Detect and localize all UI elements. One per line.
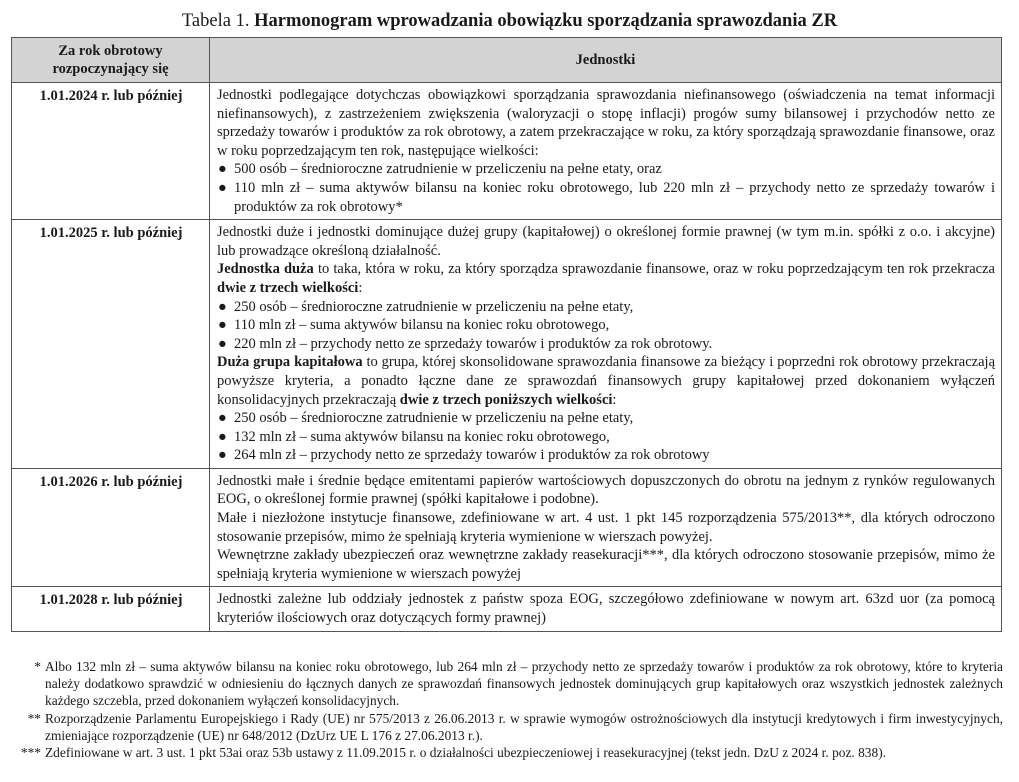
- paragraph-text: to grupa, której skonsolidowane sprawozdania finansowe za bieżący i poprzedni rok obrotowy przekraczają powyższe kryteria, a ponadto łączne dane ze sprawozdań finansowych grupy kapitałowej przed dokonaniem wyłączeń konsolidacyjnych przekraczają: [217, 354, 996, 408]
- footnote-text: Rozporządzenie Parlamentu Europejskiego i Rady (UE) nr 575/2013 z 26.06.2013 r. w sprawie wymogów ostrożnościowych dla instytucji kredytowych i firm inwestycyjnych, zmieniające rozporządzenie (UE) nr 648/2012 (DzUrz UE L 176 z 27.06.2013 r.).: [45, 710, 1003, 743]
- bullet-icon: ●: [218, 447, 227, 464]
- row-paragraph: Małe i niezłożone instytucje finansowe, zdefiniowane w art. 4 ust. 1 pkt 145 rozporządzenia 575/2013**, dla których odroczono stosowanie przepisów, mimo że spełniają kryteria wymienione w wierszach powyżej.: [217, 510, 995, 545]
- term-large-entity: Jednostka duża: [217, 261, 314, 278]
- list-item-text: 110 mln zł – suma aktywów bilansu na koniec roku obrotowego, lub 220 mln zł – przychody netto ze sprzedaży towarów i produktów za rok obrotowy*: [234, 179, 995, 215]
- emphasis-text: dwie z trzech poniższych wielkości: [399, 391, 613, 408]
- row-paragraph: Jednostki małe i średnie będące emitentami papierów wartościowych dopuszczonych do obrotu na jednym z rynków regulowanych EOG, o określonej formie prawnej (spółki kapitałowe i podobne).: [217, 472, 995, 508]
- caption-title: Harmonogram wprowadzania obowiązku sporządzania sprawozdania ZR: [254, 11, 838, 31]
- caption-prefix: Tabela 1.: [181, 11, 250, 31]
- list-item: [217, 335, 995, 354]
- list-item-text: 250 osób – średnioroczne zatrudnienie w przeliczeniu na pełne etaty,: [234, 410, 634, 427]
- footnote-text: Zdefiniowane w art. 3 ust. 1 pkt 53ai oraz 53b ustawy z 11.09.2015 r. o działalności ubezpieczeniowej i reasekuracyjnej (tekst jedn. DzU z 2024 r. poz. 838).: [45, 745, 886, 761]
- row-paragraph: Jednostki podlegające dotychczas obowiązkowi sporządzania sprawozdania niefinansowego (oświadczenia na temat informacji niefinansowych), z zastrzeżeniem zwiększenia (waloryzacji o stopę inflacji) progów sumy bilansowej i przychodów netto ze sprzedaży towarów i produktów za rok obrotowy, a zatem przekraczające w roku, za który sporządzają sprawozdanie finansowe, oraz w roku poprzedzającym ten rok, następujące wielkości:: [217, 87, 995, 159]
- list-item: [217, 160, 995, 179]
- row-paragraph: [217, 260, 995, 297]
- table-row: [12, 468, 1002, 587]
- schedule-table: [11, 37, 1002, 632]
- list-item-text: 250 osób – średnioroczne zatrudnienie w przeliczeniu na pełne etaty,: [234, 298, 634, 315]
- table-caption: [0, 10, 1019, 32]
- paragraph-text: :: [358, 279, 363, 296]
- row-year: 1.01.2028 r. lub później: [12, 587, 210, 631]
- row-paragraph: Jednostki duże i jednostki dominujące dużej grupy (kapitałowej) o określonej formie prawnej (w tym m.in. spółki z o.o. i akcyjne) lub prowadzące określoną działalność.: [217, 224, 995, 259]
- row-description: [210, 587, 1002, 631]
- bullet-icon: ●: [218, 410, 227, 427]
- bullet-icon: ●: [218, 298, 227, 315]
- footnote: [11, 744, 1003, 761]
- row-year: 1.01.2026 r. lub później: [12, 468, 210, 587]
- list-item-text: 264 mln zł – przychody netto ze sprzedaży towarów i produktów za rok obrotowy: [234, 447, 710, 464]
- bullet-icon: ●: [218, 335, 227, 352]
- row-description: [210, 220, 1002, 469]
- list-item: [217, 428, 995, 447]
- footnote: [11, 658, 1003, 710]
- header-entities: Jednostki: [210, 38, 1002, 83]
- bullet-icon: ●: [218, 179, 227, 196]
- bullet-icon: ●: [218, 161, 227, 178]
- row-description: [210, 468, 1002, 587]
- list-item-text: 500 osób – średnioroczne zatrudnienie w przeliczeniu na pełne etaty, oraz: [234, 161, 662, 178]
- row-paragraph: Wewnętrzne zakłady ubezpieczeń oraz wewnętrzne zakłady reasekuracji***, dla których odroczono stosowanie przepisów, mimo że spełniają kryteria wymienione w wierszach powyżej: [217, 547, 995, 582]
- emphasis-text: dwie z trzech wielkości: [217, 279, 359, 296]
- footnote-mark: *: [34, 659, 41, 674]
- row-year: 1.01.2024 r. lub później: [12, 83, 210, 220]
- list-item: [217, 316, 995, 335]
- table-row: [12, 83, 1002, 220]
- footnotes: [11, 658, 1003, 761]
- header-year: Za rok obrotowy rozpoczynający się: [12, 38, 210, 83]
- footnote: [11, 710, 1003, 744]
- row-paragraph: Jednostki zależne lub oddziały jednostek z państw spoza EOG, szczegółowo zdefiniowane w nowym art. 63zd uor (za pomocą kryteriów ilościowych oraz dotyczących formy prawnej): [217, 591, 995, 627]
- list-item: [217, 179, 995, 216]
- list-item-text: 110 mln zł – suma aktywów bilansu na koniec roku obrotowego,: [234, 317, 610, 334]
- footnote-mark: ***: [20, 745, 41, 761]
- list-item: [217, 409, 995, 428]
- list-item-text: 132 mln zł – suma aktywów bilansu na koniec roku obrotowego,: [234, 428, 610, 445]
- bullet-icon: ●: [218, 317, 227, 334]
- bullet-icon: ●: [218, 428, 227, 445]
- list-item: [217, 298, 995, 317]
- footnote-mark: **: [27, 710, 41, 726]
- row-paragraph: [217, 353, 995, 409]
- list-item: [217, 446, 995, 465]
- row-year: 1.01.2025 r. lub później: [12, 220, 210, 469]
- table-row: [12, 220, 1002, 469]
- table-header-row: [12, 38, 1002, 83]
- table-row: [12, 587, 1002, 631]
- list-item-text: 220 mln zł – przychody netto ze sprzedaży towarów i produktów za rok obrotowy.: [234, 335, 713, 352]
- footnote-text: Albo 132 mln zł – suma aktywów bilansu na koniec roku obrotowego, lub 264 mln zł – przychody netto ze sprzedaży towarów i produktów za rok obrotowy, które to kryteria należy dodatkowo sprawdzić w odniesieniu do łącznych danych ze sprawozdań finansowych jednostek dominujących grup kapitałowych oraz wszystkich jednostek zależnych każdego szczebla, przed dokonaniem wyłączeń konsolidacyjnych.: [45, 659, 1003, 709]
- row-description: [210, 83, 1002, 220]
- paragraph-text: :: [612, 391, 617, 408]
- term-large-group: Duża grupa kapitałowa: [217, 354, 363, 371]
- paragraph-text: to taka, która w roku, za który sporządza sprawozdanie finansowe, oraz w roku poprzedzającym ten rok przekracza: [313, 261, 995, 278]
